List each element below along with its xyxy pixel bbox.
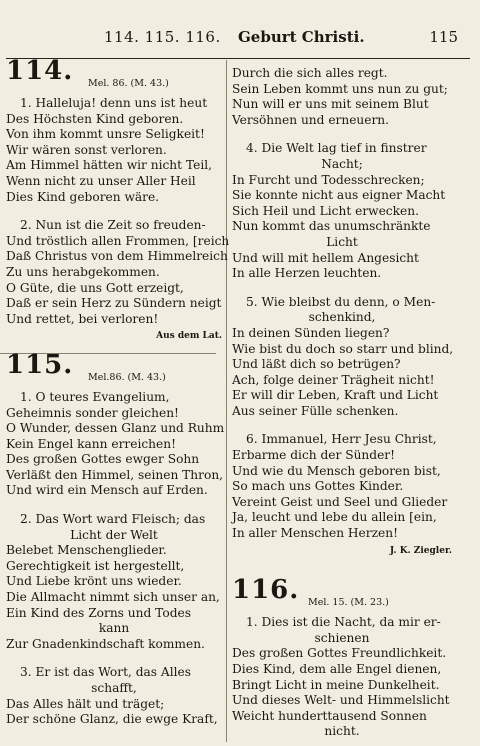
verse-line: Wie bist du doch so starr und blind, [232, 341, 454, 356]
verse-line: Und läßt dich so betrügen? [232, 357, 401, 372]
verse-line: Sein Leben kommt uns nun zu gut; [232, 81, 448, 96]
header-hymn-numbers: 114. 115. 116. [104, 28, 221, 46]
hymn-116-melody: Mel. 15. (M. 23.) [308, 597, 389, 609]
verse-line: Erbarme dich der Sünder! [232, 448, 396, 463]
verse-line: Des großen Gottes ewger Sohn [6, 452, 200, 467]
verse-line: Aus seiner Fülle schenken. [232, 403, 399, 418]
verse-line: 3. Er ist das Wort, das Alles [20, 665, 191, 680]
left-column [6, 56, 230, 728]
hymn-116-verse-1 [232, 615, 452, 740]
verse-line: Nun will er uns mit seinem Blut [232, 97, 429, 112]
verse-line: Am Himmel hätten wir nicht Teil, [6, 158, 212, 173]
hymn-114-verse-1 [6, 96, 222, 205]
verse-line: Der schöne Glanz, die ewge Kraft, [6, 712, 218, 727]
verse-line: 1. Dies ist die Nacht, da mir er- [246, 615, 441, 630]
hymn-116-heading [232, 575, 452, 615]
verse-line: 1. Halleluja! denn uns ist heut [20, 96, 208, 110]
verse-line: Ja, leucht und lebe du allein [ein, [232, 510, 437, 525]
verse-line: Und Liebe krönt uns wieder. [6, 574, 182, 589]
verse-line: 6. Immanuel, Herr Jesu Christ, [246, 432, 437, 447]
verse-line: Von ihm kommt unsre Seligkeit! [6, 127, 205, 142]
verse-line: In alle Herzen leuchten. [232, 266, 382, 281]
verse-line: Wenn nicht zu unser Aller Heil [6, 173, 196, 188]
verse-line: Durch die sich alles regt. [232, 66, 388, 80]
hymn-115-heading [6, 349, 222, 390]
verse-line: Gerechtigkeit ist hergestellt, [6, 558, 185, 573]
verse-line: schienen [314, 630, 370, 645]
verse-line: Des großen Gottes Freundlichkeit. [232, 646, 447, 661]
verse-line: schenkind, [308, 310, 376, 325]
verse-line: Weicht hunderttausend Sonnen [232, 708, 427, 723]
verse-line: Bringt Licht in meine Dunkelheit. [232, 677, 440, 692]
header-rule [6, 58, 470, 59]
page-number: 115 [429, 28, 458, 46]
verse-line: Des Höchsten Kind geboren. [6, 111, 184, 126]
verse-line: 4. Die Welt lag tief in finstrer [246, 141, 427, 156]
hymn-115-verse-6 [232, 432, 452, 541]
verse-line: Zur Gnadenkindschaft kommen. [6, 636, 205, 651]
verse-line: Vereint Geist und Seel und Glieder [232, 494, 448, 509]
verse-line: Ach, folge deiner Trägheit nicht! [232, 372, 435, 387]
verse-line: Licht der Welt [70, 527, 158, 542]
hymn-115-verse-3 [6, 665, 222, 727]
hymn-114-verse-2 [6, 218, 230, 327]
verse-line: Das Alles hält und träget; [6, 696, 165, 711]
hymn-115-number: 115. [6, 349, 74, 380]
verse-line: In Furcht und Todesschrecken; [232, 172, 425, 187]
verse-line: O Wunder, dessen Glanz und Ruhm [6, 421, 225, 436]
verse-line: Nun kommt das unumschränkte [232, 219, 431, 234]
hymn-115-verse-5 [232, 295, 452, 420]
page-header [6, 26, 470, 54]
hymn-114-number: 114. [6, 56, 74, 86]
right-column [232, 66, 452, 740]
hymn-114-melody: Mel. 86. (M. 43.) [88, 78, 169, 89]
hymn-115-verse-4 [232, 141, 452, 281]
verse-line: 2. Das Wort ward Fleisch; das [20, 512, 206, 527]
verse-line: Und will mit hellem Angesicht [232, 250, 419, 265]
hymn-114-heading [6, 56, 222, 96]
hymn-115-melody: Mel.86. (M. 43.) [88, 371, 166, 383]
verse-line: In deinen Sünden liegen? [232, 325, 390, 340]
verse-line: Und dieses Welt- und Himmelslicht [232, 693, 450, 708]
verse-line: Verläßt den Himmel, seinen Thron, [6, 467, 224, 482]
verse-line: Sie konnte nicht aus eigner Macht [232, 188, 446, 203]
verse-line: Geheimnis sonder gleichen! [6, 405, 179, 420]
verse-line: O Güte, die uns Gott erzeigt, [6, 280, 184, 295]
verse-line: Und rettet, bei verloren! [6, 311, 159, 326]
verse-line: Wir wären sonst verloren. [6, 142, 167, 157]
verse-line: Ein Kind des Zorns und Todes [6, 605, 191, 620]
verse-line: Versöhnen und erneuern. [232, 112, 390, 127]
verse-line: Zu uns herabgekommen. [6, 264, 160, 279]
column-divider [226, 60, 227, 742]
verse-line: Daß er sein Herz zu Sündern neigt [6, 296, 222, 311]
verse-line: schafft, [91, 681, 137, 695]
verse-line: Die Allmacht nimmt sich unser an, [6, 590, 220, 605]
verse-line: In aller Menschen Herzen! [232, 526, 398, 541]
hymn-114-credit: Aus dem Lat. [156, 331, 222, 342]
hymn-115-verse-3-continued [232, 66, 452, 128]
verse-line: kann [98, 621, 130, 636]
hymn-115-verse-1 [6, 389, 225, 499]
verse-line: Belebet Menschenglieder. [6, 543, 167, 558]
verse-line: Er will dir Leben, Kraft und Licht [232, 388, 439, 403]
verse-line: nicht. [324, 724, 360, 739]
verse-line: Nacht; [321, 156, 363, 171]
verse-line: 1. O teures Evangelium, [20, 389, 170, 404]
header-title: Geburt Christi. [238, 28, 365, 46]
verse-line: Licht [326, 234, 358, 249]
hymn-115-credit: J. K. Ziegler. [389, 545, 452, 556]
verse-line: Dies Kind geboren wäre. [6, 189, 160, 204]
verse-line: Daß Christus von dem Himmelreich [6, 249, 228, 264]
verse-line: So mach uns Gottes Kinder. [232, 479, 404, 494]
verse-line: Kein Engel kann erreichen! [6, 436, 176, 451]
verse-line: Und wie du Mensch geboren bist, [232, 463, 441, 478]
verse-line: Und wird ein Mensch auf Erden. [6, 483, 208, 498]
hymn-115-verse-2 [6, 512, 222, 652]
verse-line: Dies Kind, dem alle Engel dienen, [232, 662, 442, 676]
hymn-116-number: 116. [232, 575, 300, 606]
verse-line: Und tröstlich allen Frommen, [reich [6, 233, 230, 248]
verse-line: Sich Heil und Licht erwecken. [232, 203, 419, 218]
verse-line: 2. Nun ist die Zeit so freuden- [20, 218, 206, 233]
verse-line: 5. Wie bleibst du denn, o Men- [246, 294, 436, 309]
